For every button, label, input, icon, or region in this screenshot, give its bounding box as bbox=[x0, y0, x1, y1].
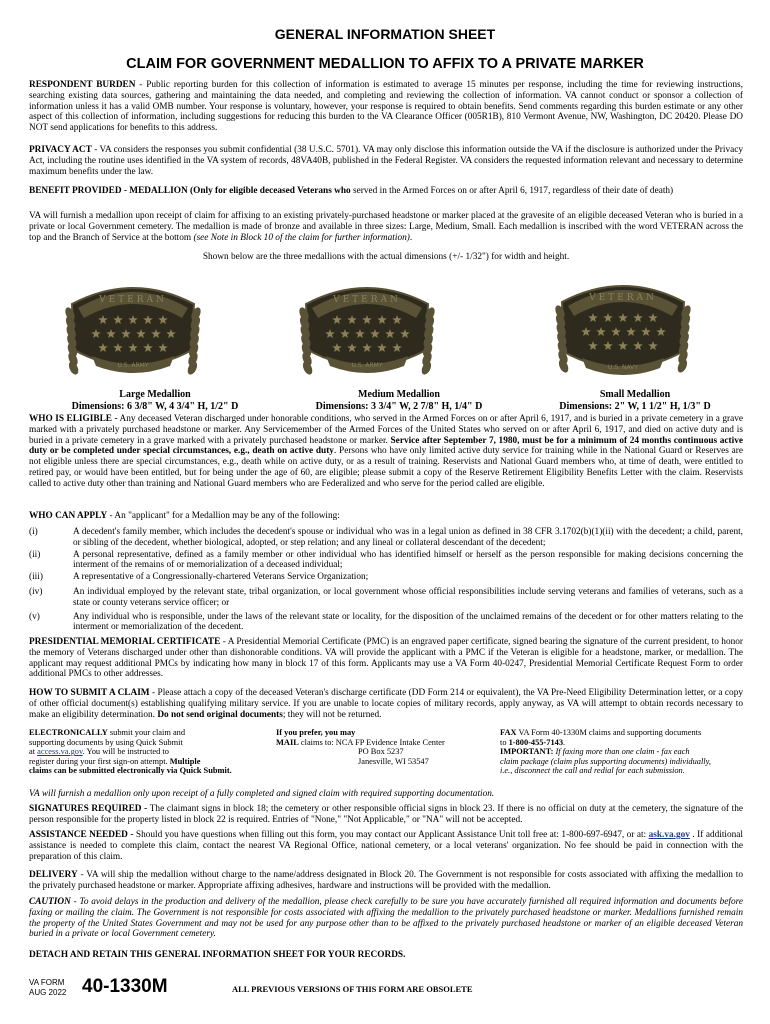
signatures-text: The claimant signs in block 18; the cemetery or other responsible official signs in block 23. If there is no official on duty at the cemetery, the signature of the person responsible for the property listed in block 22 is required. Entries of "None," "Not Applicable," or "NA" will not be accepted. bbox=[29, 804, 743, 825]
how-to-submit-end: ; they will not be returned. bbox=[282, 709, 382, 720]
fax-line2c: . bbox=[563, 737, 566, 747]
electronic-line4b: Multiple bbox=[169, 756, 201, 766]
medallion-bottom-inscription: U.S. NAVY bbox=[608, 364, 638, 371]
medallion-description-text: VA will furnish a medallion upon receipt of claim for affixing to an existing privately-purchased headstone or marker placed at the gravesite of an eligible deceased Veteran who is buried in a private or local Government cemetery. The medallion is made of bronze and available in three sizes: Large, Medium, Small. Each medallion is inscribed with the word VETERAN across the top and the Branch of Service at the bottom bbox=[29, 211, 743, 243]
medallion-bottom-inscription: U.S. ARMY bbox=[351, 362, 383, 369]
medallions-shown-text: Shown below are the three medallions with the actual dimensions (+/- 1/32") for width and height. bbox=[202, 252, 570, 262]
electronic-line2: supporting documents by using Quick Submit bbox=[29, 737, 183, 747]
who-can-apply bbox=[29, 511, 743, 522]
medallion-graphic bbox=[297, 288, 436, 376]
list-item-text: Any individual who is responsible, under the laws of the relevant state or locality, for the disposition of the unclaimed remains of the decedent or for other matters relating to the interment or memorialization of the decedent. bbox=[73, 611, 743, 633]
respondent-burden-text: - Public reporting burden for this collection of information is estimated to average 15 minutes per response, including the time for reviewing instructions, searching existing data sources, gathering and maintaining the data needed, and completing and reviewing the collection of information. VA cannot conduct or sponsor a collection of information unless it has a valid OMB number. Your response is voluntary, however, your response is required to obtain benefits. Send comments regarding this burden estimate or any other aspect of this collection of information, including suggestions for reducing this burden to the VA Clearance Officer (005R1B), 810 Vermont Avenue, NW, Washington, DC 20420. Please DO NOT send applications for benefits to this address. bbox=[29, 80, 743, 134]
detach-retain-notice: DETACH AND RETAIN THIS GENERAL INFORMATION SHEET FOR YOUR RECORDS. bbox=[29, 950, 406, 960]
medallion-description bbox=[29, 211, 743, 243]
electronic-line3a: at bbox=[29, 747, 38, 757]
medallion-description-note: (see Note in Block 10 of the claim for further information) bbox=[193, 232, 410, 243]
caution-heading: CAUTION bbox=[29, 897, 71, 907]
who-can-apply-text: - An "applicant" for a Medallion may be any of the following: bbox=[107, 511, 340, 521]
medallion-top-inscription: VETERAN bbox=[99, 295, 167, 305]
mail-po-box: PO Box 5237 bbox=[358, 747, 404, 757]
list-item-number: (ii) bbox=[29, 549, 41, 560]
electronic-line1: submit your claim and bbox=[107, 728, 186, 737]
obsolete-notice: ALL PREVIOUS VERSIONS OF THIS FORM ARE OBSOLETE bbox=[232, 984, 473, 994]
list-item-text: A decedent's family member, which includes the decedent's spouse or individual who was in a legal union as defined in 38 CFR 3.1702(b)(1)(ii) with the decedent; a child, parent, or sibling of the decedent, whether biological, adopted, or step relation; and any lineal or collateral descendant of the decedent; bbox=[73, 527, 743, 548]
form-date: AUG 2022 bbox=[29, 988, 67, 997]
fax-line5: i.e., disconnect the call and redial for each submission. bbox=[500, 766, 685, 776]
how-to-submit-text: - Please attach a copy of the deceased Veteran's discharge certificate (DD Form 214 or equivalent), the VA Pre-Need Eligibility Determination letter, or a copy of other official document(s) establishing qualifying military service. If you are unable to locate copies of military records, apply anyway, as VA will attempt to obtain records necessary to make an eligibility determination. bbox=[29, 688, 743, 720]
who-is-eligible-heading: WHO IS ELIGIBLE - bbox=[29, 414, 118, 424]
how-to-submit-bold: Do not send original documents bbox=[157, 709, 283, 720]
benefit-provided-heading: BENEFIT PROVIDED - MEDALLION (Only for eligible deceased Veterans who bbox=[29, 186, 351, 196]
list-item-number: (iii) bbox=[29, 572, 43, 583]
delivery-heading: DELIVERY bbox=[29, 870, 78, 880]
how-to-submit-heading: HOW TO SUBMIT A CLAIM bbox=[29, 688, 150, 698]
medallion-bottom-inscription: U.S. ARMY bbox=[117, 362, 149, 369]
list-item-number: (iv) bbox=[29, 586, 43, 597]
privacy-act bbox=[29, 145, 743, 177]
va-will-furnish-note: VA will furnish a medallion only upon receipt of a fully completed and signed claim with required supporting documentation. bbox=[29, 789, 495, 799]
small-medallion-name: Small Medallion bbox=[599, 389, 671, 400]
list-item-text: A personal representative, defined as a family member or other individual who has identified himself or herself as the person responsible for making decisions concerning the interment of the remains of or memorialization of a deceased individual; bbox=[73, 549, 743, 571]
medallion-description-end: . bbox=[409, 232, 413, 243]
delivery bbox=[29, 870, 743, 892]
large-medallion-dimensions: Dimensions: 6 3/8" W, 4 3/4" H, 1/2" D bbox=[71, 401, 239, 412]
caution bbox=[29, 897, 743, 940]
caution-text: - To avoid delays in the production and delivery of the medallion, please check carefully to be sure you have accurately furnished all required information and documents before faxing or mailing the claim. The Government is not responsible for costs associated with affixing the medallion to the privately purchased headstone or marker. Medallions furnished remain the property of the United States Government and may not be used for any purpose other than to be affixed to the privately purchased headstone or marker of an eligible deceased Veteran buried in a private or local Government cemetery. bbox=[29, 897, 743, 940]
ask-va-link[interactable]: ask.va.gov bbox=[648, 830, 690, 840]
form-number: 40-1330M bbox=[82, 976, 168, 997]
list-item bbox=[29, 572, 743, 583]
mail-line1: If you prefer, you may bbox=[276, 728, 356, 737]
privacy-act-heading: PRIVACY ACT bbox=[29, 145, 92, 155]
va-form-label: VA FORM bbox=[29, 978, 65, 987]
form-id-block bbox=[29, 978, 66, 998]
who-is-eligible-bold: Service after September 7, 1980, must be for a minimum of 24 months continuous active duty or be completed under special circumstances, e.g., death on active duty bbox=[29, 435, 743, 457]
electronic-line4a: register during your first sign-on attempt. bbox=[29, 756, 170, 766]
list-item-number: (v) bbox=[29, 611, 40, 622]
signatures-required bbox=[29, 804, 743, 826]
page-title: GENERAL INFORMATION SHEET bbox=[274, 26, 496, 42]
page-subtitle: CLAIM FOR GOVERNMENT MEDALLION TO AFFIX TO A PRIVATE MARKER bbox=[126, 56, 644, 72]
benefit-provided bbox=[29, 186, 743, 197]
large-medallion-name: Large Medallion bbox=[119, 389, 191, 400]
fax-line3: If faxing more than one claim - fax each bbox=[553, 747, 690, 757]
assistance-text2: . If additional assistance is needed to complete this claim, contact the nearest VA Regional Office, national cemetery, or a local veterans' organization. No fee should be paid in connection with the preparation of this claim. bbox=[29, 830, 743, 862]
who-is-eligible-text1: Any deceased Veteran discharged under honorable conditions, who served in the Armed Forces on or after April 6, 1917, and is buried in a private cemetery in a grave marked with a privately purchased headstone or marker. Any Servicemember of the Armed Forces of the United States who served on or after April 6, 1917, and died on active duty and is buried in a private cemetery in a grave marked with a privately purchased headstone or marker. bbox=[29, 414, 744, 446]
large-medallion-image bbox=[58, 268, 208, 386]
list-item bbox=[29, 527, 743, 549]
mail-heading: MAIL bbox=[276, 737, 299, 747]
who-is-eligible bbox=[29, 414, 743, 490]
delivery-text: - VA will ship the medallion without charge to the name/address designated in Block 20. The Government is not responsible for costs associated with affixing the medallion to the privately purchased headstone or marker. Appropriate affixing adhesives, hardware and instructions will be provided with the medallion. bbox=[29, 870, 743, 891]
presidential-memorial-certificate bbox=[29, 637, 743, 680]
pmc-heading: PRESIDENTIAL MEMORIAL CERTIFICATE bbox=[29, 637, 221, 647]
small-medallion-image bbox=[548, 266, 698, 388]
medium-medallion-caption bbox=[284, 389, 514, 413]
fax-important-label: IMPORTANT: bbox=[500, 747, 554, 757]
assistance-text1: Should you have questions when filling out this form, you may contact our Applicant Assistance Unit toll free at: 1-800-697-6947, or at: bbox=[133, 830, 649, 840]
laurel-leaf-icon bbox=[420, 360, 433, 376]
fax-line4: claim package (claim plus supporting documents) individually, bbox=[500, 756, 711, 766]
electronic-heading: ELECTRONICALLY bbox=[29, 728, 108, 737]
medium-medallion-name: Medium Medallion bbox=[358, 389, 440, 400]
fax-submission bbox=[500, 728, 750, 776]
medium-medallion-image bbox=[292, 268, 442, 386]
medallion-graphic bbox=[63, 288, 202, 376]
small-medallion-dimensions: Dimensions: 2" W, 1 1/2" H, 1/3" D bbox=[559, 401, 711, 412]
applicant-list bbox=[29, 527, 743, 633]
medallion-graphic bbox=[553, 286, 692, 375]
mail-submission bbox=[276, 728, 496, 766]
list-item-number: (i) bbox=[29, 527, 38, 537]
list-item bbox=[29, 587, 743, 609]
laurel-leaf-icon bbox=[676, 358, 689, 374]
laurel-leaf-icon bbox=[301, 360, 314, 376]
laurel-leaf-icon bbox=[186, 360, 199, 376]
how-to-submit bbox=[29, 688, 743, 720]
list-item-text: An individual employed by the relevant state, tribal organization, or local government whose official responsibilities include serving veterans and families of veterans, such as a state or county veterans service officer; or bbox=[73, 586, 743, 608]
respondent-burden bbox=[29, 80, 743, 134]
electronic-line5: claims can be submitted electronically via Quick Submit. bbox=[29, 766, 232, 776]
medallion-top-inscription: VETERAN bbox=[589, 293, 657, 303]
privacy-act-text: - VA considers the responses you submit confidential (38 U.S.C. 5701). VA may only disclose this information outside the VA if the disclosure is authorized under the Privacy Act, including the routine uses identified in the VA system of records, 48VA40B, published in the Federal Register. VA considers the requested information relevant and necessary to determine maximum benefits under the law. bbox=[29, 145, 743, 177]
list-item-text: A representative of a Congressionally-chartered Veterans Service Organization; bbox=[73, 572, 369, 583]
access-va-link[interactable]: access.va.gov bbox=[37, 747, 83, 757]
fax-heading: FAX bbox=[500, 728, 517, 737]
laurel-leaf-icon bbox=[67, 360, 80, 376]
medallion-top-inscription: VETERAN bbox=[333, 295, 401, 305]
benefit-provided-text: served in the Armed Forces on or after April 6, 1917, regardless of their date of death) bbox=[350, 186, 674, 196]
laurel-leaf-icon bbox=[557, 358, 570, 374]
mail-city: Janesville, WI 53547 bbox=[358, 756, 429, 766]
fax-line1: VA Form 40-1330M claims and supporting documents bbox=[516, 728, 702, 737]
respondent-burden-heading: RESPONDENT BURDEN bbox=[29, 80, 136, 90]
who-is-eligible-text2: . Persons who have only limited active duty service for training while in the National Guard or Reserves are not eligible unless there are special circumstances, e.g., death while on active duty, or as a result of training. Reservists and National Guard members who, at time of death, were entitled to retired pay, or would have been entitled, but for being under the age of 60, are eligible; please submit a copy of the Reserve Retirement Eligibility Benefits Letter with the claim. Reservists called to active duty other than training and National Guard members who are Federalized and who serve for the period called are eligible. bbox=[29, 446, 743, 489]
signatures-heading: SIGNATURES REQUIRED - bbox=[29, 804, 148, 814]
who-can-apply-heading: WHO CAN APPLY bbox=[29, 511, 108, 521]
fax-number: 1-800-455-7143 bbox=[508, 737, 564, 747]
list-item bbox=[29, 550, 743, 572]
electronic-line3b: . You will be instructed to bbox=[82, 747, 169, 757]
electronic-submission bbox=[29, 728, 274, 776]
small-medallion-caption bbox=[520, 389, 750, 413]
list-item bbox=[29, 612, 743, 634]
mail-line2: claims to: NCA FP Evidence Intake Center bbox=[298, 737, 445, 747]
large-medallion-caption bbox=[40, 389, 270, 413]
medium-medallion-dimensions: Dimensions: 3 3/4" W, 2 7/8" H, 1/4" D bbox=[315, 401, 483, 412]
assistance-needed bbox=[29, 830, 743, 862]
pmc-text: - A Presidential Memorial Certificate (PMC) is an engraved paper certificate, signed bearing the signature of the current president, to honor the memory of Veterans discharged under other than dishonorable conditions. VA will provide the applicant with a PMC if the Veteran is eligible for a headstone, marker, or medallion. The applicant may request additional PMCs by indicating how many in block 17 of this form. Applicants may use a VA Form 40-0247, Presidential Memorial Certificate Request Form to order additional PMCs to other addresses. bbox=[29, 637, 743, 680]
fax-line2a: to bbox=[500, 737, 509, 747]
assistance-heading: ASSISTANCE NEEDED - bbox=[29, 830, 134, 840]
